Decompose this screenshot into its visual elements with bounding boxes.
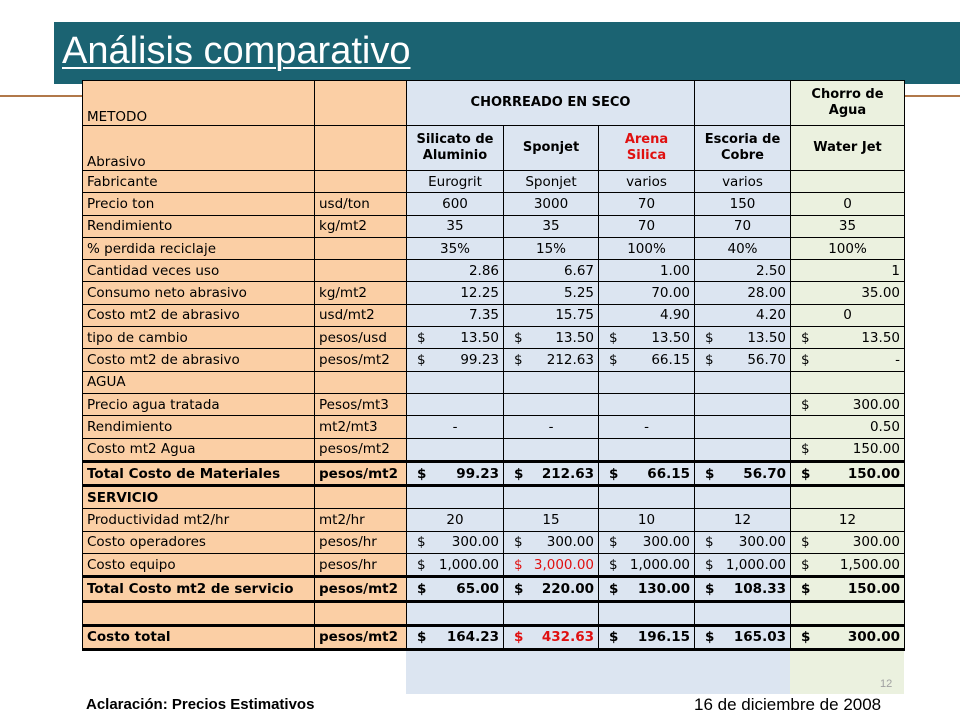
cell: 7.35 [407, 304, 504, 326]
table-row: Precio agua tratada Pesos/mt3 $ 300.00 [83, 393, 905, 415]
cell: varios [599, 171, 695, 193]
row-label: Consumo neto abrasivo [83, 282, 315, 304]
row-unit: pesos/hr [315, 554, 407, 577]
row-label: Costo equipo [83, 554, 315, 577]
cell: 35 [504, 215, 599, 237]
cell: 35 [407, 215, 504, 237]
row-label: Precio agua tratada [83, 393, 315, 415]
row-unit: usd/mt2 [315, 304, 407, 326]
cell: 6.67 [504, 260, 599, 282]
row-label: Rendimiento [83, 416, 315, 438]
cell: 35.00 [791, 282, 905, 304]
comparison-table [82, 80, 905, 651]
page-title: Análisis comparativo [62, 30, 411, 72]
row-label: Precio ton [83, 193, 315, 215]
table-row: tipo de cambio pesos/usd $ 13.50 $ 13.50 $ 13.50 $ 13.50 $ 13.50 [83, 327, 905, 349]
cell: 600 [407, 193, 504, 215]
cell: 10 [599, 509, 695, 531]
cell: 100% [599, 237, 695, 259]
row-label: Costo operadores [83, 531, 315, 553]
cell: 5.25 [504, 282, 599, 304]
table-row [83, 215, 905, 237]
cell: 100% [791, 237, 905, 259]
abrasivo-label: Abrasivo [83, 126, 315, 171]
row-label: Rendimiento [83, 215, 315, 237]
cell: 70 [599, 215, 695, 237]
row-unit: Pesos/mt3 [315, 393, 407, 415]
section-servicio: SERVICIO [83, 486, 315, 509]
cell: 12.25 [407, 282, 504, 304]
row-label: Fabricante [83, 171, 315, 193]
cell: - [504, 416, 599, 438]
cell: 70.00 [599, 282, 695, 304]
table-row [83, 416, 905, 438]
cell: 15 [504, 509, 599, 531]
row-label: Total Costo de Materiales [83, 461, 315, 485]
cell: 3000 [504, 193, 599, 215]
row-unit: pesos/mt2 [315, 349, 407, 371]
cell: Sponjet [504, 171, 599, 193]
page-number: 12 [880, 678, 893, 690]
cell: 35 [791, 215, 905, 237]
cell: 2.50 [695, 260, 791, 282]
table-row-costo-total: Costo total pesos/mt2 $ 164.23 $ 432.63 $ 196.15 $ 165.03 $ 300.00 [83, 625, 905, 649]
col-water-jet: Water Jet [791, 126, 905, 171]
decorative-line-right [904, 95, 960, 97]
row-label: Total Costo mt2 de servicio [83, 577, 315, 601]
cell: 150 [695, 193, 791, 215]
table-row [83, 304, 905, 326]
row-label: tipo de cambio [83, 327, 315, 349]
row-label: Costo total [83, 625, 315, 649]
decorative-line-left [0, 95, 82, 97]
table-row: Costo equipo pesos/hr $ 1,000.00 $ 3,000.00 $ 1,000.00 $ 1,000.00 $ 1,500.00 [83, 554, 905, 577]
cell: 12 [791, 509, 905, 531]
row-label: Costo mt2 Agua [83, 438, 315, 461]
row-label: % perdida reciclaje [83, 237, 315, 259]
cell: 35% [407, 237, 504, 259]
cell: 4.20 [695, 304, 791, 326]
table-row [83, 193, 905, 215]
row-unit: pesos/mt2 [315, 625, 407, 649]
cell: varios [695, 171, 791, 193]
footer-note: Aclaración: Precios Estimativos [86, 696, 315, 713]
cell: 1 [791, 260, 905, 282]
table-row [83, 509, 905, 531]
table-row [83, 371, 905, 393]
cell: - [407, 416, 504, 438]
row-unit: mt2/mt3 [315, 416, 407, 438]
cell: 0 [791, 193, 905, 215]
row-unit: usd/ton [315, 193, 407, 215]
footer-date: 16 de diciembre de 2008 [694, 695, 882, 714]
cell: 15% [504, 237, 599, 259]
cell: 20 [407, 509, 504, 531]
table-row: Costo operadores pesos/hr $ 300.00 $ 300.00 $ 300.00 $ 300.00 $ 300.00 [83, 531, 905, 553]
col-arena-silica: Arena Silica [599, 126, 695, 171]
row-unit: pesos/mt2 [315, 461, 407, 485]
cell: 2.86 [407, 260, 504, 282]
metodo-label: METODO [83, 81, 315, 126]
cell: 1.00 [599, 260, 695, 282]
table-row-abrasivo [83, 126, 905, 171]
cell: 70 [599, 193, 695, 215]
row-unit: kg/mt2 [315, 282, 407, 304]
col-sponjet: Sponjet [504, 126, 599, 171]
cell: 15.75 [504, 304, 599, 326]
row-label: Productividad mt2/hr [83, 509, 315, 531]
cell: - [599, 416, 695, 438]
row-unit: pesos/usd [315, 327, 407, 349]
cell: Eurogrit [407, 171, 504, 193]
col-silicato: Silicato de Aluminio [407, 126, 504, 171]
table-row-total-materiales: Total Costo de Materiales pesos/mt2 $ 99.23 $ 212.63 $ 66.15 $ 56.70 $ 150.00 [83, 461, 905, 485]
row-label: Cantidad veces uso [83, 260, 315, 282]
chorro-header: Chorro de Agua [791, 81, 905, 126]
cell: 40% [695, 237, 791, 259]
cell: 70 [695, 215, 791, 237]
cell: 28.00 [695, 282, 791, 304]
row-unit: kg/mt2 [315, 215, 407, 237]
table-row-total-servicio: Total Costo mt2 de servicio pesos/mt2 $ 65.00 $ 220.00 $ 130.00 $ 108.33 $ 150.00 [83, 577, 905, 601]
col-escoria: Escoria de Cobre [695, 126, 791, 171]
cell [791, 171, 905, 193]
cell: 0.50 [791, 416, 905, 438]
row-unit: mt2/hr [315, 509, 407, 531]
table-row [83, 486, 905, 509]
section-agua: AGUA [83, 371, 315, 393]
row-label: Costo mt2 de abrasivo [83, 304, 315, 326]
chorreado-header: CHORREADO EN SECO [407, 81, 695, 126]
table-row: Costo mt2 Agua pesos/mt2 $ 150.00 [83, 438, 905, 461]
row-unit: pesos/hr [315, 531, 407, 553]
table-row [83, 171, 905, 193]
row-unit: pesos/mt2 [315, 577, 407, 601]
table-row [83, 260, 905, 282]
table-row-metodo [83, 81, 905, 126]
table-row-blank [83, 601, 905, 625]
cell: 12 [695, 509, 791, 531]
table-row: Costo mt2 de abrasivo pesos/mt2 $ 99.23 $ 212.63 $ 66.15 $ 56.70 $ - [83, 349, 905, 371]
table-row [83, 237, 905, 259]
row-label: Costo mt2 de abrasivo [83, 349, 315, 371]
row-unit: pesos/mt2 [315, 438, 407, 461]
cell: 4.90 [599, 304, 695, 326]
table-row [83, 282, 905, 304]
cell: 0 [791, 304, 905, 326]
